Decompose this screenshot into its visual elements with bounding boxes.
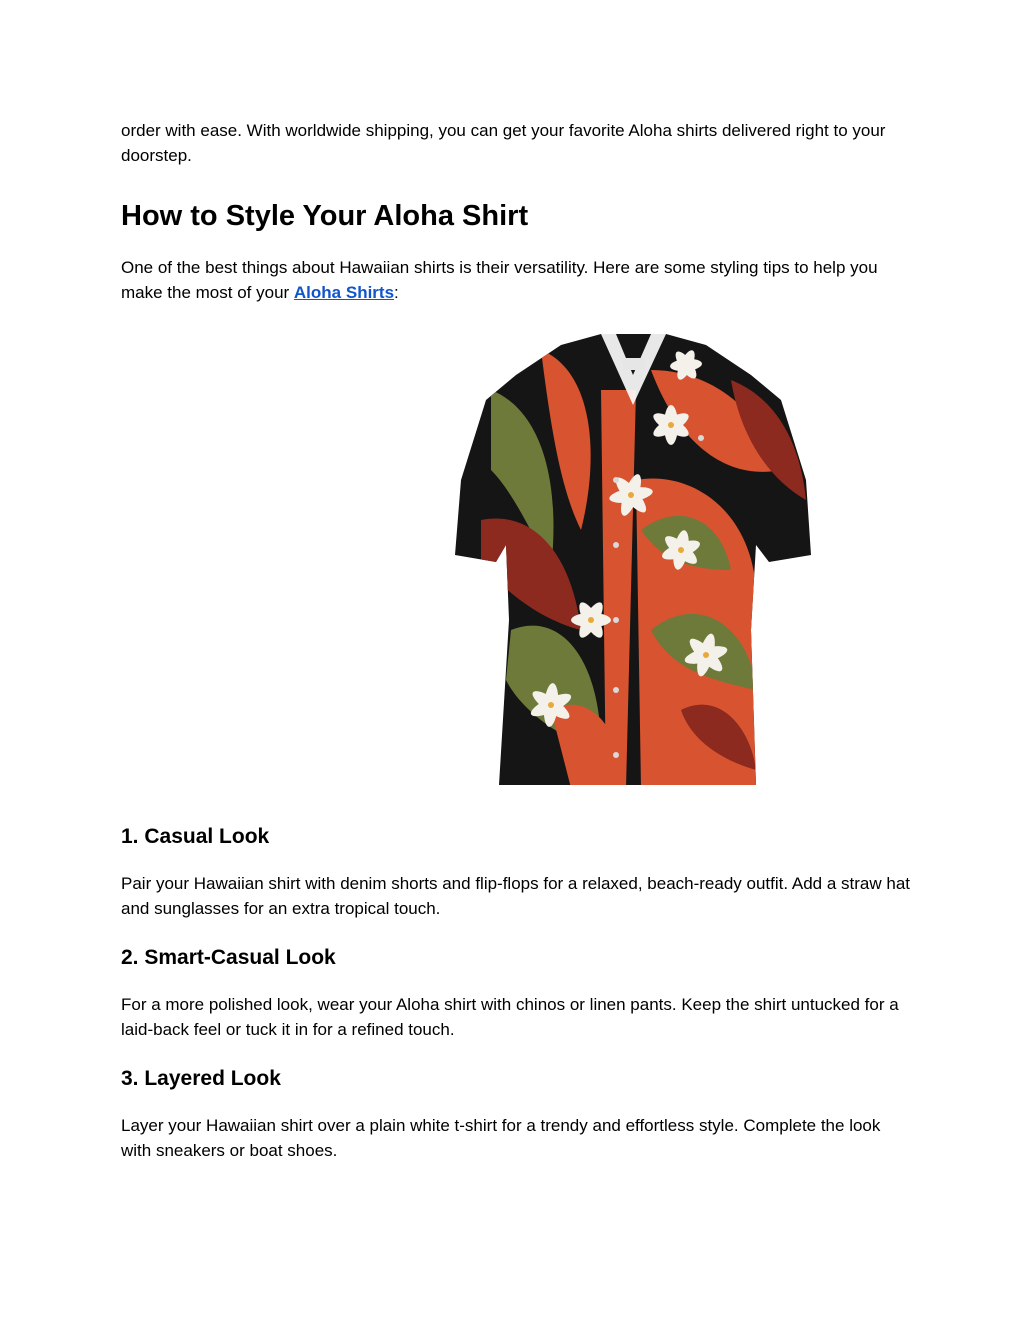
tip-2-heading: 2. Smart-Casual Look [121,946,336,969]
lead-colon: : [394,282,399,302]
aloha-shirts-link[interactable]: Aloha Shirts [293,282,395,302]
tip-1-paragraph: Pair your Hawaiian shirt with denim shorts and flip-flops for a relaxed, beach-ready outfit. Add a straw hat and sunglasses for an extra tropical touch. [121,874,910,918]
section-lead-paragraph [121,256,911,305]
section-heading: How to Style Your Aloha Shirt [121,200,529,232]
tip-3-heading: 3. Layered Look [121,1067,281,1090]
aloha-shirt-image [451,330,816,788]
tip-3-paragraph: Layer your Hawaiian shirt over a plain white t-shirt for a trendy and effortless style. Complete the look with sneakers or boat shoes. [121,1116,881,1160]
intro-paragraph: order with ease. With worldwide shipping, you can get your favorite Aloha shirts delivered right to your doorstep. [121,121,886,165]
lead-text: One of the best things about Hawaiian shirts is their versatility. Here are some styling tips to help you make the most of your [121,258,878,302]
tip-1-heading: 1. Casual Look [121,825,270,848]
tip-2-paragraph: For a more polished look, wear your Aloha shirt with chinos or linen pants. Keep the shirt untucked for a laid-back feel or tuck it in for a refined touch. [121,995,899,1039]
